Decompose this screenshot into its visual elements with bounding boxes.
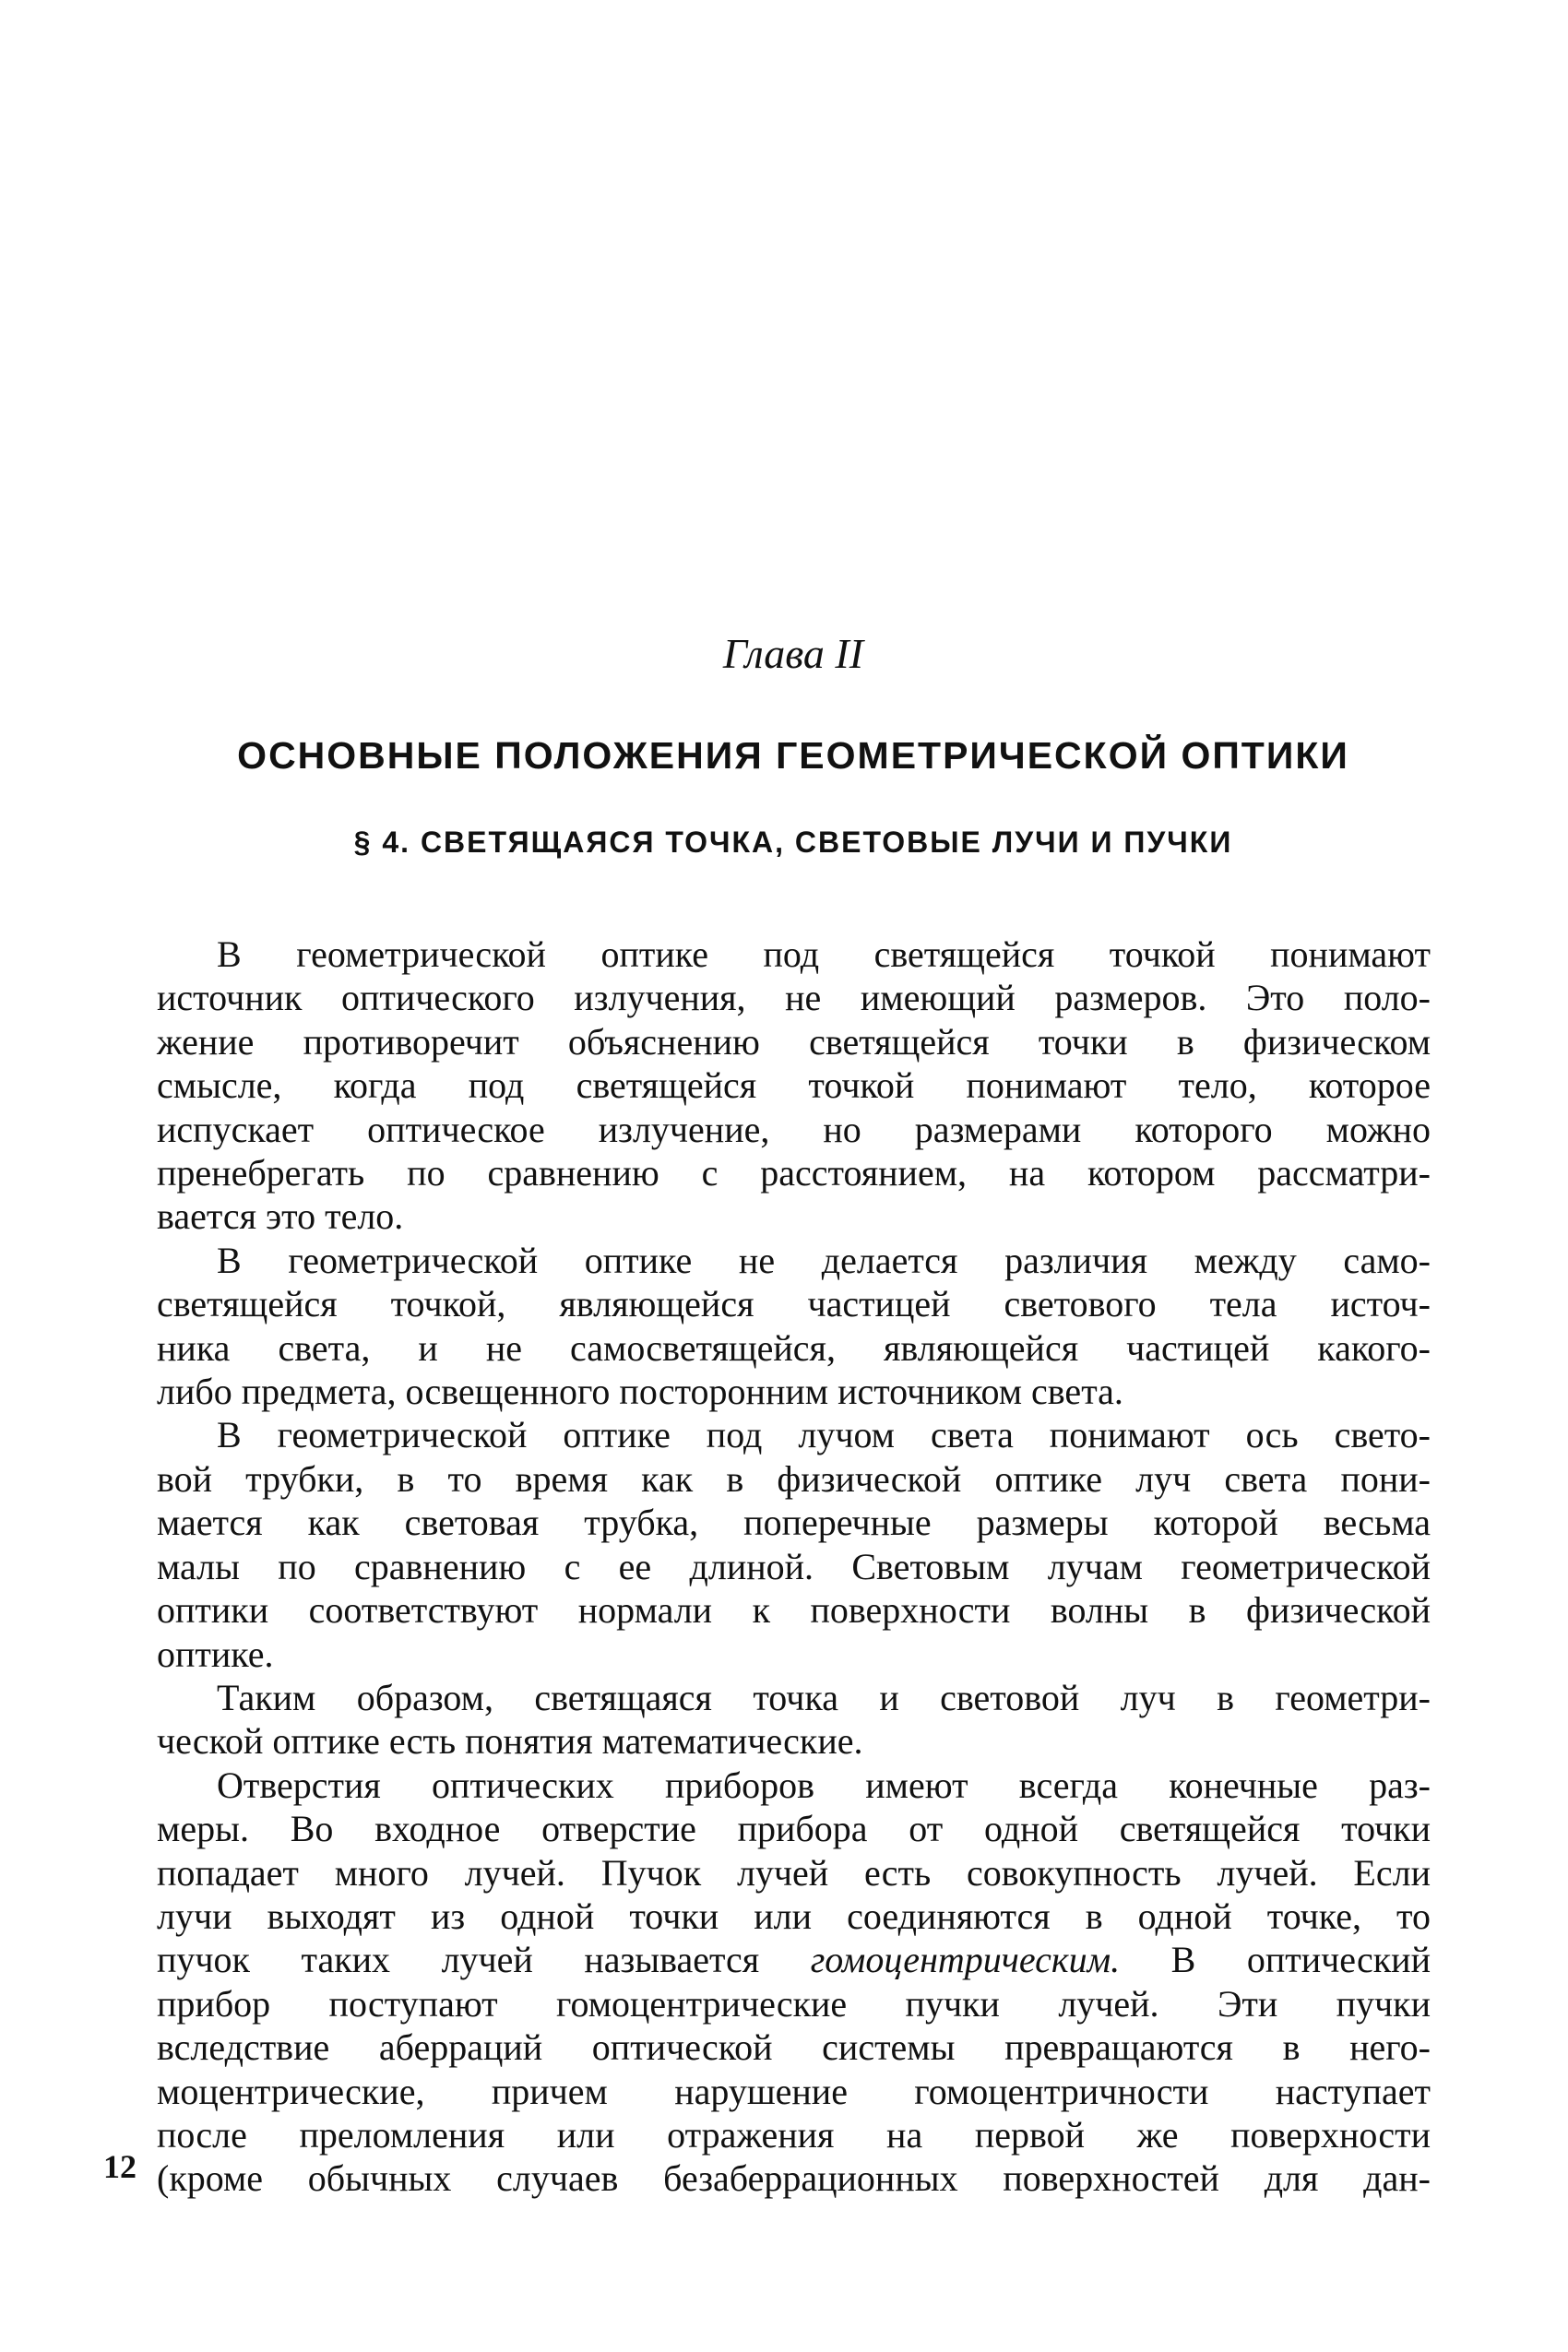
text-line: малы по сравнению с ее длиной. Световым лучам геометрической bbox=[157, 1545, 1431, 1587]
text-line: В геометрической оптике под лучом света понимают ось свето- bbox=[217, 1414, 1431, 1456]
text-line: оптике. bbox=[157, 1633, 274, 1675]
section-title: § 4. СВЕТЯЩАЯСЯ ТОЧКА, СВЕТОВЫЕ ЛУЧИ И ПУЧКИ bbox=[353, 826, 1233, 859]
text-line: мается как световая трубка, поперечные размеры которой весьма bbox=[157, 1502, 1431, 1544]
text-line: источник оптического излучения, не имеющий размеров. Это поло- bbox=[157, 977, 1431, 1019]
text-line: вследствие аберраций оптической системы превращаются в него- bbox=[157, 2026, 1431, 2069]
text-line: ческой оптике есть понятия математические. bbox=[157, 1720, 863, 1763]
text-line: вается это тело. bbox=[157, 1195, 404, 1238]
paragraph bbox=[157, 1764, 1431, 2201]
paragraph bbox=[157, 932, 1431, 1239]
italic-term: гомоцентрическим. bbox=[810, 1939, 1121, 1981]
page-number: 12 bbox=[103, 2148, 137, 2185]
text-line: В геометрической оптике не делается различия между само- bbox=[217, 1239, 1431, 1281]
text-line: ника света, и не самосветящейся, являющейся частицей какого- bbox=[157, 1326, 1431, 1369]
text-line: (кроме обычных случаев безаберрационных поверхностей для дан- bbox=[157, 2157, 1431, 2200]
text-line: вой трубки, в то время как в физической оптике луч света пони- bbox=[157, 1457, 1431, 1500]
text-line: В геометрической оптике под светящейся точкой понимают bbox=[217, 933, 1431, 975]
text-line: Отверстия оптических приборов имеют всегда конечные раз- bbox=[217, 1764, 1431, 1806]
paragraph bbox=[157, 1413, 1431, 1675]
text-line: испускает оптическое излучение, но размерами которого можно bbox=[157, 1108, 1431, 1150]
text-line: моцентрические, причем нарушение гомоцентричности наступает bbox=[157, 2070, 1431, 2112]
text-segment: пучок таких лучей называется bbox=[157, 1939, 811, 1981]
text-line: светящейся точкой, являющейся частицей светового тела источ- bbox=[157, 1283, 1431, 1325]
text-line: после преломления или отражения на первой же поверхности bbox=[157, 2113, 1431, 2156]
text-line: пренебрегать по сравнению с расстоянием, на котором рассматри- bbox=[157, 1152, 1431, 1194]
text-line: Таким образом, светящаяся точка и световой луч в геометри- bbox=[217, 1676, 1431, 1718]
text-line: оптики соответствуют нормали к поверхности волны в физической bbox=[157, 1589, 1431, 1632]
text-line: жение противоречит объяснению светящейся точки в физическом bbox=[157, 1020, 1431, 1063]
text-line bbox=[157, 1938, 1431, 1981]
text-line: попадает много лучей. Пучок лучей есть совокупность лучей. Если bbox=[157, 1851, 1431, 1894]
text-line: смысле, когда под светящейся точкой понимают тело, которое bbox=[157, 1064, 1431, 1107]
text-line: прибор поступают гомоцентрические пучки лучей. Эти пучки bbox=[157, 1982, 1431, 2025]
paragraph bbox=[157, 1239, 1431, 1414]
text-line: лучи выходят из одной точки или соединяются в одной точке, то bbox=[157, 1895, 1431, 1937]
text-line: либо предмета, освещенного посторонним источником света. bbox=[157, 1371, 1123, 1413]
chapter-label: Глава II bbox=[722, 630, 864, 677]
paragraph bbox=[157, 1676, 1431, 1764]
chapter-title: ОСНОВНЫЕ ПОЛОЖЕНИЯ ГЕОМЕТРИЧЕСКОЙ ОПТИКИ bbox=[237, 734, 1349, 777]
text-segment: В оптический bbox=[1120, 1939, 1431, 1981]
body-text bbox=[157, 932, 1431, 2201]
text-line: меры. Во входное отверстие прибора от одной светящейся точки bbox=[157, 1808, 1431, 1850]
